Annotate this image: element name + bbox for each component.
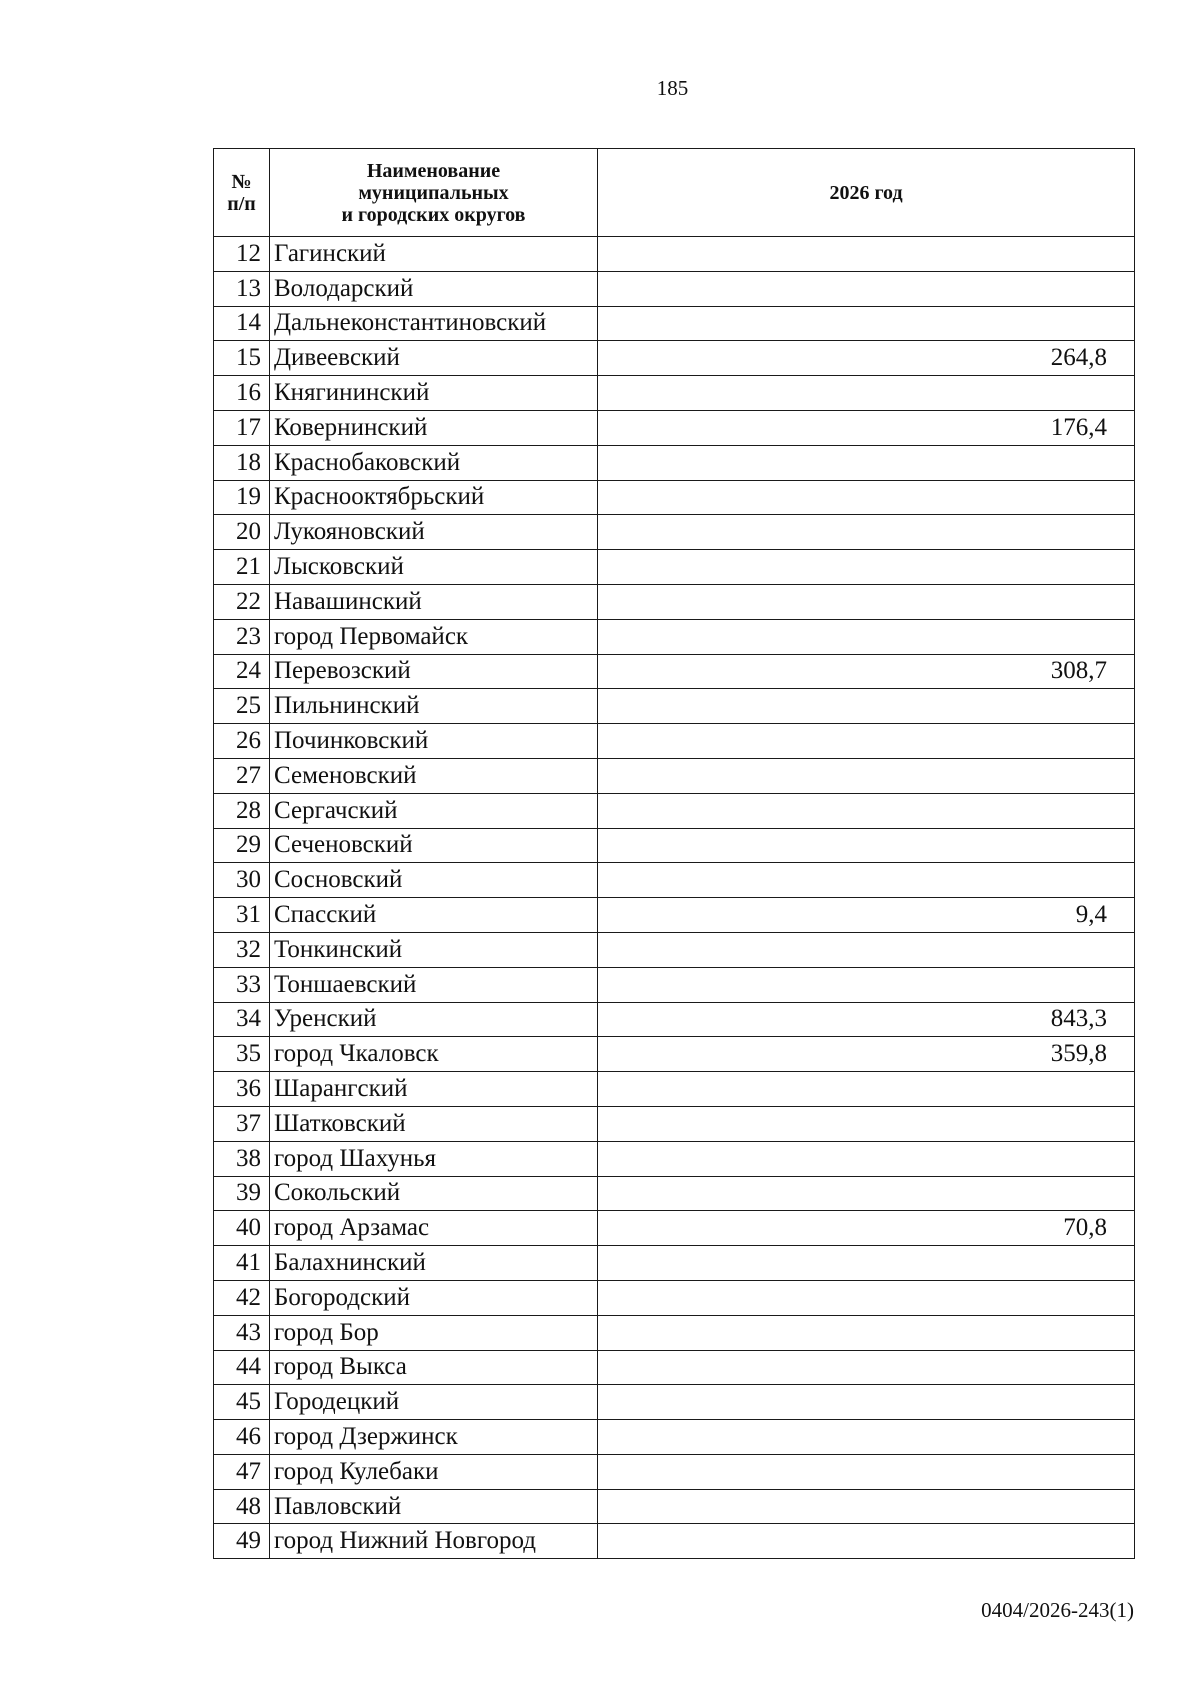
row-number-cell: 23 (214, 619, 270, 654)
row-municipality-cell: Шарангский (270, 1072, 598, 1107)
row-value-cell: 264,8 (598, 341, 1135, 376)
row-municipality-cell: город Чкаловск (270, 1037, 598, 1072)
row-number-cell: 38 (214, 1141, 270, 1176)
row-municipality-cell: Семеновский (270, 758, 598, 793)
table-row (214, 306, 1135, 341)
table-row (214, 445, 1135, 480)
row-value-cell (598, 1420, 1135, 1455)
table-row (214, 410, 1135, 445)
row-number-cell: 16 (214, 376, 270, 411)
row-municipality-cell: Балахнинский (270, 1246, 598, 1281)
row-value-cell (598, 237, 1135, 272)
table-row (214, 271, 1135, 306)
table-header-row (214, 149, 1135, 237)
row-municipality-cell: Починковский (270, 724, 598, 759)
row-municipality-cell: Тонкинский (270, 932, 598, 967)
row-value-cell (598, 1385, 1135, 1420)
table-row (214, 1072, 1135, 1107)
row-value-cell (598, 1280, 1135, 1315)
row-value-cell (598, 376, 1135, 411)
row-municipality-cell: город Первомайск (270, 619, 598, 654)
row-municipality-cell: Уренский (270, 1002, 598, 1037)
table-row (214, 1002, 1135, 1037)
row-number-cell: 45 (214, 1385, 270, 1420)
row-value-cell (598, 863, 1135, 898)
table-row (214, 758, 1135, 793)
table-body (214, 237, 1135, 1559)
row-number-cell: 46 (214, 1420, 270, 1455)
row-value-cell (598, 550, 1135, 585)
row-municipality-cell: Сеченовский (270, 828, 598, 863)
row-municipality-cell: Богородский (270, 1280, 598, 1315)
row-municipality-cell: город Нижний Новгород (270, 1524, 598, 1559)
row-number-cell: 30 (214, 863, 270, 898)
table-row (214, 828, 1135, 863)
row-value-cell (598, 1350, 1135, 1385)
table-row (214, 1420, 1135, 1455)
row-number-cell: 35 (214, 1037, 270, 1072)
row-municipality-cell: Дальнеконстантиновский (270, 306, 598, 341)
row-municipality-cell: Перевозский (270, 654, 598, 689)
row-number-cell: 13 (214, 271, 270, 306)
row-value-cell (598, 1489, 1135, 1524)
row-value-cell: 308,7 (598, 654, 1135, 689)
table-row (214, 654, 1135, 689)
row-number-cell: 25 (214, 689, 270, 724)
row-municipality-cell: город Бор (270, 1315, 598, 1350)
row-value-cell (598, 1454, 1135, 1489)
row-value-cell: 359,8 (598, 1037, 1135, 1072)
row-municipality-cell: город Шахунья (270, 1141, 598, 1176)
row-number-cell: 47 (214, 1454, 270, 1489)
row-municipality-cell: Пильнинский (270, 689, 598, 724)
row-municipality-cell: Сокольский (270, 1176, 598, 1211)
row-number-cell: 28 (214, 793, 270, 828)
row-municipality-cell: Навашинский (270, 584, 598, 619)
row-number-cell: 36 (214, 1072, 270, 1107)
row-value-cell (598, 1072, 1135, 1107)
table-row (214, 619, 1135, 654)
table-row (214, 376, 1135, 411)
row-number-cell: 40 (214, 1211, 270, 1246)
row-municipality-cell: Сосновский (270, 863, 598, 898)
row-municipality-cell: город Выкса (270, 1350, 598, 1385)
table-row (214, 1280, 1135, 1315)
row-municipality-cell: Спасский (270, 898, 598, 933)
row-number-cell: 49 (214, 1524, 270, 1559)
table-row (214, 898, 1135, 933)
row-value-cell (598, 1176, 1135, 1211)
row-value-cell (598, 724, 1135, 759)
row-number-cell: 37 (214, 1106, 270, 1141)
row-number-cell: 15 (214, 341, 270, 376)
row-value-cell (598, 758, 1135, 793)
row-number-cell: 42 (214, 1280, 270, 1315)
row-municipality-cell: Княгининский (270, 376, 598, 411)
row-municipality-cell: город Кулебаки (270, 1454, 598, 1489)
row-municipality-cell: Ковернинский (270, 410, 598, 445)
table-row (214, 863, 1135, 898)
row-number-cell: 44 (214, 1350, 270, 1385)
table-row (214, 341, 1135, 376)
row-municipality-cell: Павловский (270, 1489, 598, 1524)
row-value-cell (598, 793, 1135, 828)
header-number: № п/п (214, 149, 270, 237)
table-row (214, 550, 1135, 585)
row-municipality-cell: Володарский (270, 271, 598, 306)
row-value-cell (598, 1106, 1135, 1141)
page-number: 185 (656, 76, 689, 100)
row-municipality-cell: город Дзержинск (270, 1420, 598, 1455)
row-number-cell: 39 (214, 1176, 270, 1211)
row-value-cell (598, 1141, 1135, 1176)
row-value-cell: 70,8 (598, 1211, 1135, 1246)
row-municipality-cell: Лукояновский (270, 515, 598, 550)
row-municipality-cell: Тоншаевский (270, 967, 598, 1002)
table-row (214, 724, 1135, 759)
row-number-cell: 32 (214, 932, 270, 967)
row-number-cell: 14 (214, 306, 270, 341)
row-number-cell: 41 (214, 1246, 270, 1281)
row-value-cell: 843,3 (598, 1002, 1135, 1037)
row-number-cell: 31 (214, 898, 270, 933)
table-row (214, 584, 1135, 619)
row-number-cell: 17 (214, 410, 270, 445)
table-row (214, 1350, 1135, 1385)
table-row (214, 237, 1135, 272)
row-number-cell: 34 (214, 1002, 270, 1037)
row-value-cell: 9,4 (598, 898, 1135, 933)
row-number-cell: 12 (214, 237, 270, 272)
row-municipality-cell: город Арзамас (270, 1211, 598, 1246)
row-number-cell: 29 (214, 828, 270, 863)
table-row (214, 689, 1135, 724)
row-value-cell (598, 1246, 1135, 1281)
document-code: 0404/2026-243(1) (981, 1598, 1134, 1622)
row-value-cell (598, 306, 1135, 341)
row-number-cell: 33 (214, 967, 270, 1002)
row-value-cell (598, 932, 1135, 967)
row-municipality-cell: Гагинский (270, 237, 598, 272)
table-row (214, 932, 1135, 967)
row-municipality-cell: Городецкий (270, 1385, 598, 1420)
table-row (214, 515, 1135, 550)
header-municipality-name: Наименование муниципальных и городских округов (270, 149, 598, 237)
row-municipality-cell: Краснооктябрьский (270, 480, 598, 515)
row-value-cell (598, 967, 1135, 1002)
row-value-cell (598, 480, 1135, 515)
row-municipality-cell: Сергачский (270, 793, 598, 828)
row-municipality-cell: Дивеевский (270, 341, 598, 376)
row-value-cell (598, 1524, 1135, 1559)
row-number-cell: 26 (214, 724, 270, 759)
table-row (214, 1454, 1135, 1489)
row-value-cell (598, 584, 1135, 619)
row-municipality-cell: Лысковский (270, 550, 598, 585)
row-municipality-cell: Краснобаковский (270, 445, 598, 480)
table-row (214, 793, 1135, 828)
table-row (214, 1211, 1135, 1246)
row-number-cell: 21 (214, 550, 270, 585)
table-row (214, 1141, 1135, 1176)
row-number-cell: 18 (214, 445, 270, 480)
row-value-cell (598, 271, 1135, 306)
row-value-cell (598, 445, 1135, 480)
table-row (214, 967, 1135, 1002)
row-number-cell: 24 (214, 654, 270, 689)
allocation-table (213, 148, 1135, 1559)
row-value-cell: 176,4 (598, 410, 1135, 445)
row-number-cell: 20 (214, 515, 270, 550)
row-number-cell: 27 (214, 758, 270, 793)
table-row (214, 1489, 1135, 1524)
table-row (214, 1037, 1135, 1072)
row-number-cell: 43 (214, 1315, 270, 1350)
row-value-cell (598, 1315, 1135, 1350)
table-row (214, 1385, 1135, 1420)
table-row (214, 1246, 1135, 1281)
table-row (214, 1315, 1135, 1350)
table-row (214, 1524, 1135, 1559)
row-number-cell: 22 (214, 584, 270, 619)
row-number-cell: 19 (214, 480, 270, 515)
row-value-cell (598, 619, 1135, 654)
row-number-cell: 48 (214, 1489, 270, 1524)
table-row (214, 1176, 1135, 1211)
table-row (214, 1106, 1135, 1141)
row-value-cell (598, 828, 1135, 863)
header-year-2026: 2026 год (598, 149, 1135, 237)
table-row (214, 480, 1135, 515)
row-value-cell (598, 689, 1135, 724)
row-municipality-cell: Шатковский (270, 1106, 598, 1141)
row-value-cell (598, 515, 1135, 550)
